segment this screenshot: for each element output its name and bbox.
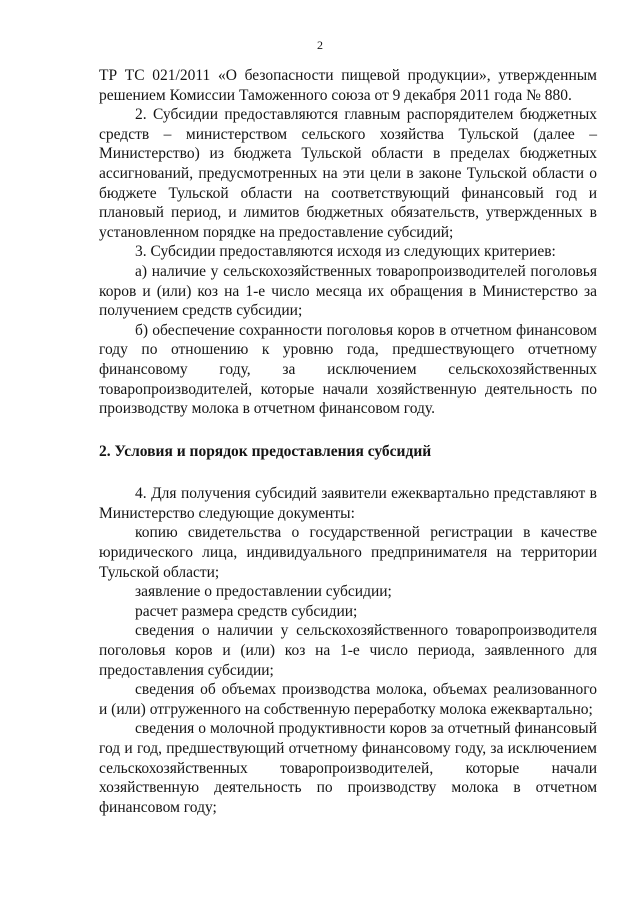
criterion-b: б) обеспечение сохранности поголовья коров в отчетном финансовом году по отношению к уровню года, предшествующего отчетному финансовому году, за исключением сельскохозяйственных товаропроизводителей, которые начали хозяйственную деятельность по производству молока в отчетном финансовом году. [99, 321, 597, 418]
criterion-a: а) наличие у сельскохозяйственных товаропроизводителей поголовья коров и (или) коз на 1-е число месяца их обращения в Министерство за получением средств субсидии; [99, 262, 597, 320]
document-list-item: расчет размера средств субсидии; [135, 602, 358, 620]
paragraph-continuation: ТР ТС 021/2011 «О безопасности пищевой продукции», утвержденным решением Комиссии Таможенного союза от 9 декабря 2011 года № 880. [99, 67, 597, 104]
document-list-item: сведения об объемах производства молока, объемах реализованного и (или) отгруженного на собственную переработку молока ежеквартально; [99, 681, 597, 718]
page-number: 2 [317, 38, 323, 52]
paragraph-item-4: 4. Для получения субсидий заявители ежеквартально представляют в Министерство следующие документы: [99, 485, 597, 522]
paragraph-item-2: 2. Субсидии предоставляются главным распорядителем бюджетных средств – министерством сельского хозяйства Тульской (далее – Министерство) из бюджета Тульской области в пределах бюджетных ассигнований, предусмотренных на эти цели в законе Тульской области о бюджете Тульской области на соответствующий финансовый год и плановый период, и лимитов бюджетных обязательств, утвержденных в установленном порядке на предоставление субсидий; [99, 106, 597, 241]
paragraph-item-3: 3. Субсидии предоставляются исходя из следующих критериев: [135, 243, 556, 261]
document-list-item: сведения о наличии у сельскохозяйственного товаропроизводителя поголовья коров и (или) коз на 1-е число периода, заявленного для предоставления субсидии; [99, 622, 597, 679]
document-list-item: копию свидетельства о государственной регистрации в качестве юридического лица, индивидуального предпринимателя на территории Тульской области; [99, 524, 597, 581]
document-list-item: сведения о молочной продуктивности коров за отчетный финансовый год и год, предшествующий отчетному финансовому году, за исключением сельскохозяйственных товаропроизводителей, которые начали хозяйственную деятельность по производству молока в отчетном финансовом году; [99, 720, 597, 816]
document-list-item: заявление о предоставлении субсидии; [135, 583, 392, 601]
section-heading: 2. Условия и порядок предоставления субсидий [99, 442, 432, 460]
document-body [99, 66, 597, 817]
